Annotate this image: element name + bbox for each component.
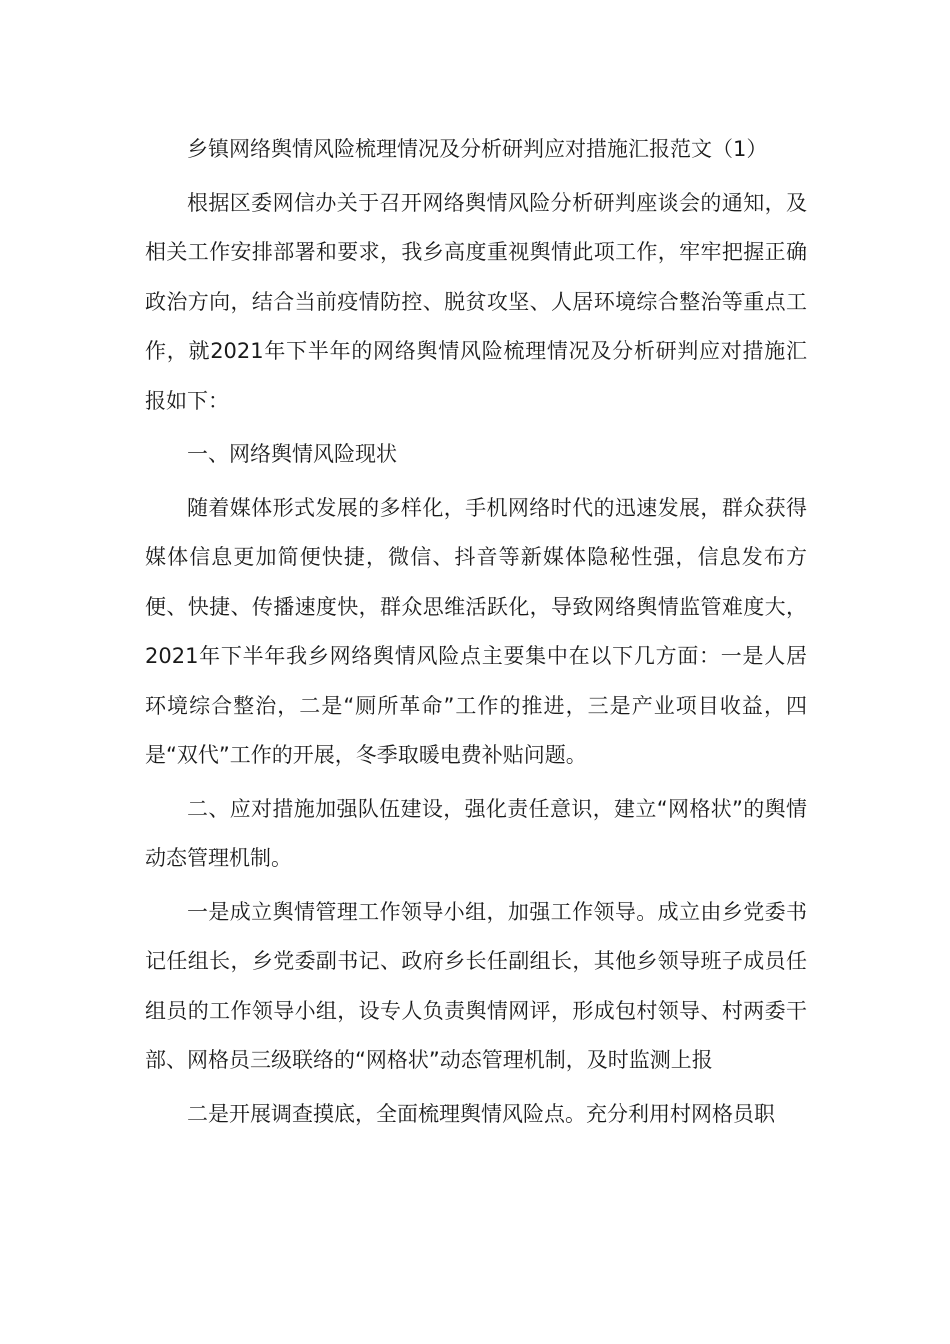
document-title: 乡镇网络舆情风险梳理情况及分析研判应对措施汇报范文（1） <box>187 137 768 161</box>
paragraph-leadership-group: 一是成立舆情管理工作领导小组，加强工作领导。成立由乡党委书记任组长，乡党委副书记、政府乡长任副组长，其他乡领导班子成员任组员的工作领导小组，设专人负责舆情网评，形成包村领导、村两委干部、网格员三级联络的“网格状”动态管理机制，及时监测上报 <box>145 899 807 1072</box>
paragraph-risk-status: 随着媒体形式发展的多样化，手机网络时代的迅速发展，群众获得媒体信息更加简便快捷，微信、抖音等新媒体隐秘性强，信息发布方便、快捷、传播速度快，群众思维活跃化，导致网络舆情监管难度大，2021年下半年我乡网络舆情风险点主要集中在以下几方面：一是人居环境综合整治，二是“厕所革命”工作的推进，三是产业项目收益，四是“双代”工作的开展，冬季取暖电费补贴问题。 <box>145 495 807 767</box>
section-heading-2: 二、应对措施加强队伍建设，强化责任意识，建立“网格状”的舆情动态管理机制。 <box>145 796 807 870</box>
section-heading-1: 一、网络舆情风险现状 <box>187 442 397 466</box>
document-body <box>145 125 807 1143</box>
paragraph-survey: 二是开展调查摸底，全面梳理舆情风险点。充分利用村网格员职 <box>187 1101 775 1126</box>
paragraph-intro: 根据区委网信办关于召开网络舆情风险分析研判座谈会的通知，及相关工作安排部署和要求，我乡高度重视舆情此项工作，牢牢把握正确政治方向，结合当前疫情防控、脱贫攻坚、人居环境综合整治等重点工作，就2021年下半年的网络舆情风险梳理情况及分析研判应对措施汇报如下： <box>145 190 807 413</box>
